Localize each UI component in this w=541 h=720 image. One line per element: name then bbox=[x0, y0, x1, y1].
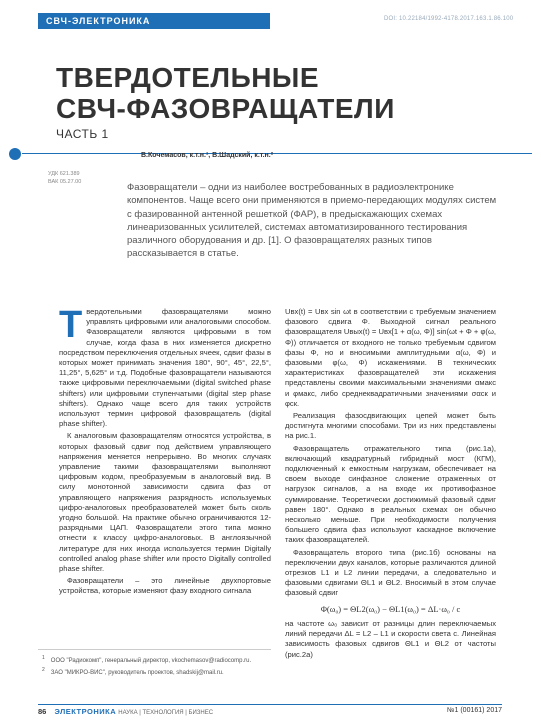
footer-divider bbox=[38, 704, 502, 705]
issue-number: №1 (00161) 2017 bbox=[447, 707, 502, 714]
footnote-2-mark: 2 bbox=[42, 667, 45, 673]
paragraph bbox=[59, 304, 271, 429]
phase-formula: Φ(ω₀) = ΘL2(ω₀) − ΘL1(ω₀) = ΔL·ω₀ / c bbox=[320, 603, 461, 614]
article-title bbox=[56, 62, 526, 124]
journal-name: ЭЛЕКТРОНИКА bbox=[54, 707, 117, 716]
vak-code: ВАК 05.27.00 bbox=[48, 179, 82, 185]
page-header bbox=[0, 0, 541, 34]
footnote-1-text: ООО "Радиокомп", генеральный директор, vkochemasov@radiocomp.ru. bbox=[50, 658, 252, 664]
paragraph: Фазовращатель отражательного типа (рис.1а), включающий квадратурный гибридный мост (КГМ), подключенный к емкостным нагрузкам, обеспечивает на своем выходе синфазное сложение отраженных от нагрузок сигналов, а на входе их противофазное суммирование. Теоретически достижимый фазовый сдвиг равен 180°. Однако в реальных схемах он обычно несколько меньше. При необходимости получения большего сдвига фаз используют каскадное включение таких фазовращателей. bbox=[285, 443, 496, 545]
body-column-right bbox=[285, 307, 496, 662]
title-line-1: ТВЕРДОТЕЛЬНЫЕ bbox=[56, 62, 319, 93]
paragraph: К аналоговым фазовращателям относятся устройства, в которых фазовый сдвиг под действием управляющего напряжения меняется непрерывно. Во многих случаях управление такими фазовращателями выполняют цифровым кодом, преобразуемым в аналоговый вид. В силу монотонной зависимости сдвига фаз от управляющего напряжения разрядность используемых цифро-аналоговых преобразователей может быть сколь угодно большой. На практике обычно ограничиваются 12-разрядными ЦАП. Фазовращатели этого типа можно отнести к классу цифро-аналоговых. В англоязычной литературе для них иногда используется термин Digitally controlled analog phase shifter или просто Digitally controlled phase shifter. bbox=[59, 431, 271, 574]
doi-text: DOI: 10.22184/1992-4178.2017.163.1.86.100 bbox=[384, 16, 514, 22]
footnote-2-text: ЗАО "МИКРО-ВИС", руководитель проектов, shadskij@mail.ru. bbox=[50, 670, 224, 676]
lead-paragraph: Фазовращатели – одни из наиболее востребованных в радиоэлектронике компонентов. Чаще всего они применяются в приемо-передающих модулях систем с фазированной антенной решеткой (ФАР), в предыскажающих схемах линеаризованных усилителей, системах автоматизированного тестирования различного оборудования и др. [1]. О фазовращателях разных типов рассказывается в статье. bbox=[127, 182, 497, 260]
paragraph: Uвх(t) = Uвх sin ωt в соответствии с требуемым значением фазового сдвига Φ. Выходной сигнал реального фазовращателя Uвых(t) = Uвх[1 + α(ω, Φ)] sin(ωt + Φ + φ(ω, Φ)) отличается от входного не только требуемым сдвигом фазы Φ, но и вносимыми амплитудными α(ω, Φ) и фазовыми φ(ω, Φ) искажениями. В технических характеристиках фазовращателей эти искажения представлены своими максимальными значениями αмакс и φмакс, либо среднеквадратичными значениями σαск и φск. bbox=[285, 307, 496, 408]
footnote-1-mark: 1 bbox=[42, 655, 45, 661]
page-footer bbox=[38, 707, 502, 716]
footnote-2 bbox=[42, 666, 272, 678]
footnotes bbox=[42, 654, 272, 678]
drop-cap: Т bbox=[59, 304, 83, 346]
section-label: СВЧ-ЭЛЕКТРОНИКА bbox=[38, 13, 270, 29]
udk-code: УДК 621.389 bbox=[48, 171, 80, 177]
divider-line bbox=[22, 153, 532, 154]
timeline-dot-icon bbox=[9, 148, 21, 160]
paragraph: на частоте ω₀ зависит от разницы длин переключаемых линий передачи ΔL = L2 – L1 и скорости света c. Линейная зависимость фазовых сдвигов ΘL1 и ΘL2 от частоты (рис.2а) bbox=[285, 618, 496, 659]
body-column-left bbox=[59, 304, 271, 599]
classification-codes bbox=[48, 170, 81, 186]
paragraph: Фазовращатель второго типа (рис.1б) основаны на переключении двух каналов, которые различаются длиной отрезков L1 и L2 линии передачи, а следовательно и фазовыми сдвигами ΘL1 и ΘL2. Вносимый в этом случае фазовый сдвиг bbox=[285, 547, 496, 598]
paragraph: Фазовращатели – это линейные двухпортовые устройства, которые изменяют фазу входного сигнала bbox=[59, 576, 271, 596]
journal-tagline: НАУКА | ТЕХНОЛОГИЯ | БИЗНЕС bbox=[118, 710, 214, 716]
page-number: 86 bbox=[38, 707, 47, 716]
title-line-2: СВЧ-ФАЗОВРАЩАТЕЛИ bbox=[56, 93, 395, 124]
footnote-1 bbox=[42, 654, 272, 666]
paragraph-text: вердотельными фазовращателями можно управлять цифровыми или аналоговыми способом. Фазовращатели являются цифровыми в том случае, когда фаза в них изменяется дискретно посредством переключения отдельных ячеек, сдвиг фазы в которых может принимать значения 180°, 90°, 45°, 22,5°, 11,25°, 5,625° и т.д. Подобные фазовращатели называются также цифровыми переключаемыми (digital switched phase shifters) или цифровыми ступенчатыми (digital step phase shifters). Однако чаще всего для таких устройств используют термин цифровой фазовращатель (digital phase shifter). bbox=[59, 307, 271, 429]
authors: В.Кочемасов, к.т.н.¹, В.Шадский, к.т.н.² bbox=[141, 152, 274, 159]
footnote-divider bbox=[38, 649, 271, 650]
paragraph: Реализация фазосдвигающих цепей может быть достигнута многими способами. Три из них представлены на рис.1. bbox=[285, 411, 496, 441]
article-part: ЧАСТЬ 1 bbox=[56, 127, 109, 141]
